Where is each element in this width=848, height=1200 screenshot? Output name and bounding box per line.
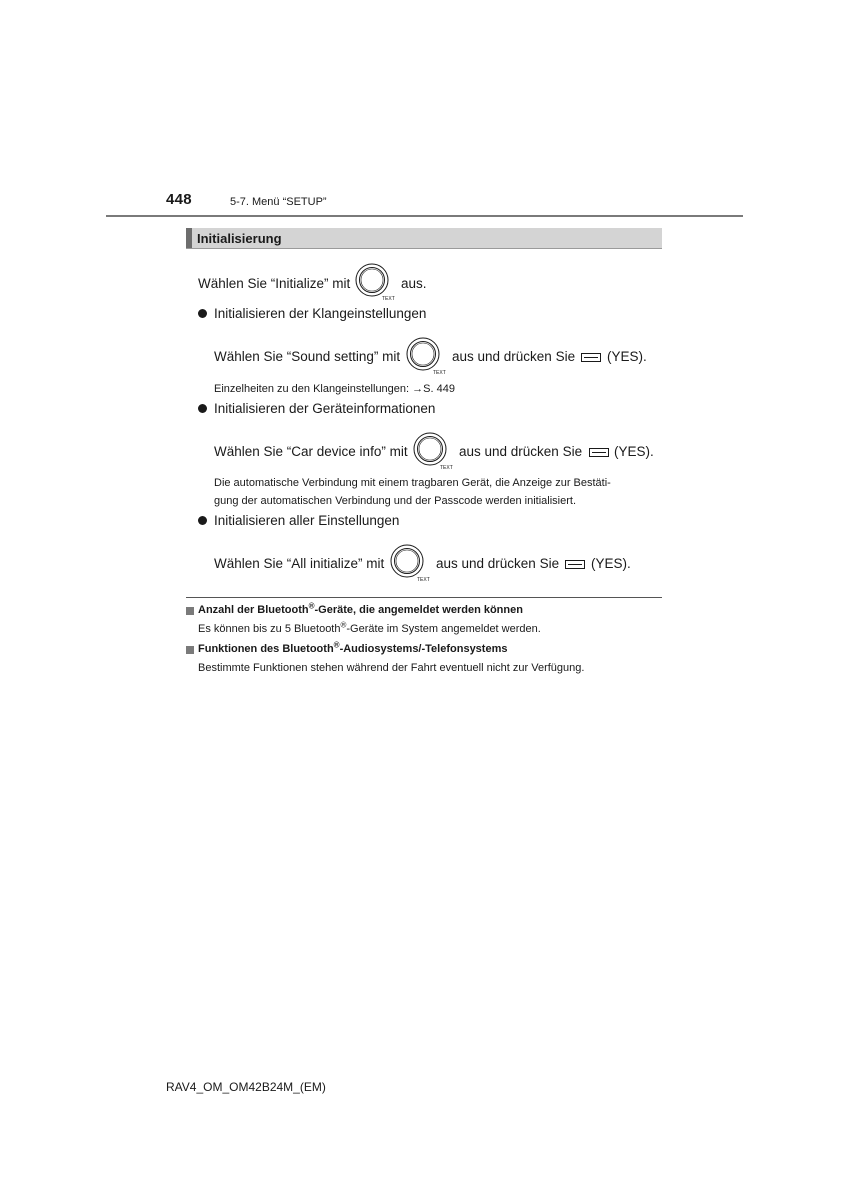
tune-scroll-knob-icon xyxy=(406,337,446,376)
item-heading-device: Initialisieren der Geräteinformationen xyxy=(214,401,436,416)
tune-scroll-knob-icon xyxy=(355,263,395,302)
section-heading-bar xyxy=(186,228,662,248)
note-title-text: -Geräte, die angemeldet werden können xyxy=(314,604,523,616)
square-marker-icon xyxy=(186,646,194,654)
page-number: 448 xyxy=(166,191,192,208)
section-reference: 5-7. Menü “SETUP” xyxy=(230,196,327,208)
note-text-bluetooth-functions: Bestimmte Funktionen stehen während der Fahrt eventuell nicht zur Verfügung. xyxy=(198,662,585,674)
notes-divider xyxy=(186,597,662,598)
item-instruction-suffix: (YES). xyxy=(607,349,647,364)
note-body-text: -Geräte im System angemeldet werden. xyxy=(346,623,541,635)
note-title-text: Anzahl der Bluetooth xyxy=(198,604,309,616)
note-text-bluetooth-count xyxy=(198,620,541,635)
registered-mark: ® xyxy=(340,620,347,630)
item-instruction-prefix: Wählen Sie “Sound setting” mit xyxy=(214,349,401,364)
bullet-icon xyxy=(198,404,207,413)
header-divider xyxy=(106,215,743,217)
item-instruction-mid: aus und drücken Sie xyxy=(452,349,576,364)
item-heading-all: Initialisieren aller Einstellungen xyxy=(214,513,400,528)
tune-scroll-knob-icon xyxy=(413,432,453,471)
document-code: RAV4_OM_OM42B24M_(EM) xyxy=(166,1080,326,1094)
tune-scroll-knob-icon xyxy=(390,544,430,583)
sound-settings-note xyxy=(214,383,455,395)
yes-button-icon xyxy=(581,353,601,362)
item-instruction-mid: aus und drücken Sie xyxy=(436,556,560,571)
note-title-bluetooth-functions xyxy=(198,640,508,655)
svg-text:TEXT: TEXT xyxy=(382,296,395,302)
section-underline xyxy=(186,248,662,249)
intro-text-prefix: Wählen Sie “Initialize” mit xyxy=(198,276,351,291)
svg-text:TEXT: TEXT xyxy=(440,465,453,471)
yes-button-icon xyxy=(589,448,609,457)
square-marker-icon xyxy=(186,607,194,615)
section-accent xyxy=(186,228,192,248)
intro-text-suffix: aus. xyxy=(401,276,427,291)
item-instruction-prefix: Wählen Sie “All initialize” mit xyxy=(214,556,385,571)
note-text: Einzelheiten zu den Klangeinstellungen: xyxy=(214,383,413,395)
item-instruction-prefix: Wählen Sie “Car device info” mit xyxy=(214,444,408,459)
item-heading-sound: Initialisieren der Klangeinstellungen xyxy=(214,306,427,321)
item-instruction-suffix: (YES). xyxy=(591,556,631,571)
arrow-icon: → xyxy=(412,383,424,395)
note-title-text: -Audiosystems/-Telefonsystems xyxy=(339,643,508,655)
bullet-icon xyxy=(198,516,207,525)
registered-mark: ® xyxy=(333,640,340,650)
svg-text:TEXT: TEXT xyxy=(417,577,430,583)
note-body-text: Es können bis zu 5 Bluetooth xyxy=(198,623,341,635)
bullet-icon xyxy=(198,309,207,318)
note-title-bluetooth-count xyxy=(198,601,523,616)
note-title-text: Funktionen des Bluetooth xyxy=(198,643,334,655)
page-reference-link[interactable]: S. 449 xyxy=(423,383,455,395)
device-info-note-line-1: Die automatische Verbindung mit einem tragbaren Gerät, die Anzeige zur Bestäti- xyxy=(214,477,611,489)
item-instruction-mid: aus und drücken Sie xyxy=(459,444,583,459)
section-title: Initialisierung xyxy=(197,231,282,246)
item-instruction-suffix: (YES). xyxy=(614,444,654,459)
svg-text:TEXT: TEXT xyxy=(433,370,446,376)
yes-button-icon xyxy=(565,560,585,569)
registered-mark: ® xyxy=(308,601,315,611)
device-info-note-line-2: gung der automatischen Verbindung und der Passcode werden initialisiert. xyxy=(214,495,577,507)
